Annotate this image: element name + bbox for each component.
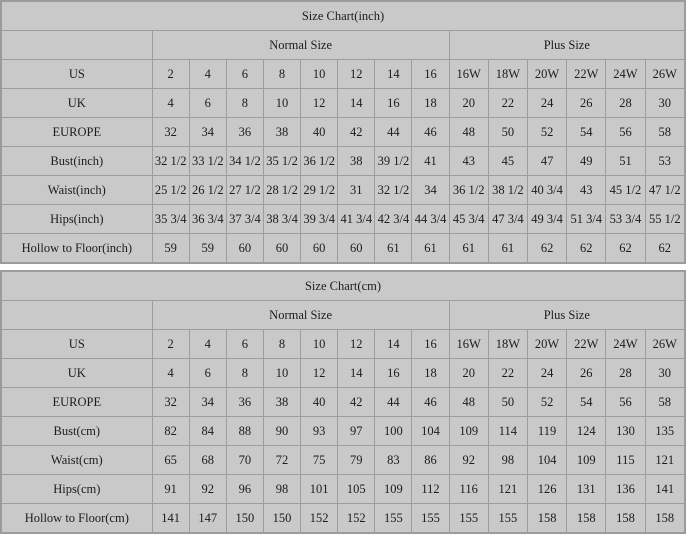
table-cell: 34 xyxy=(412,176,449,205)
table-cell: 38 xyxy=(338,147,375,176)
table-cell: 35 3/4 xyxy=(152,205,189,234)
table-cell: 44 xyxy=(375,388,412,417)
table-cell: 16W xyxy=(449,330,488,359)
table-cell: 41 xyxy=(412,147,449,176)
table-cell: 18W xyxy=(488,330,527,359)
table-cell: 38 1/2 xyxy=(488,176,527,205)
table-cell: 47 xyxy=(527,147,566,176)
row-label: EUROPE xyxy=(2,388,153,417)
table-cell: 18 xyxy=(412,89,449,118)
table-cell: 104 xyxy=(412,417,449,446)
table-cell: 126 xyxy=(527,475,566,504)
table-cell: 32 xyxy=(152,388,189,417)
table-cell: 29 1/2 xyxy=(301,176,338,205)
table-cell: 8 xyxy=(263,330,300,359)
table-cell: 16 xyxy=(375,359,412,388)
table-row xyxy=(2,475,685,504)
row-label: UK xyxy=(2,359,153,388)
table-cell: 136 xyxy=(606,475,645,504)
size-chart-block xyxy=(0,270,686,534)
table-cell: 60 xyxy=(301,234,338,263)
table-cell: 34 1/2 xyxy=(226,147,263,176)
table-cell: 46 xyxy=(412,118,449,147)
table-cell: 152 xyxy=(338,504,375,533)
table-cell: 16W xyxy=(449,60,488,89)
table-cell: 58 xyxy=(645,118,684,147)
table-cell: 48 xyxy=(449,388,488,417)
table-cell: 53 3/4 xyxy=(606,205,645,234)
table-cell: 54 xyxy=(567,388,606,417)
table-cell: 61 xyxy=(488,234,527,263)
table-cell: 12 xyxy=(338,60,375,89)
table-cell: 26 xyxy=(567,89,606,118)
table-cell: 36 1/2 xyxy=(301,147,338,176)
size-chart-table xyxy=(1,1,685,263)
chart-title-row xyxy=(2,2,685,31)
size-chart-block xyxy=(0,0,686,264)
table-cell: 32 1/2 xyxy=(375,176,412,205)
table-cell: 119 xyxy=(527,417,566,446)
table-cell: 30 xyxy=(645,359,684,388)
table-cell: 4 xyxy=(189,330,226,359)
table-cell: 130 xyxy=(606,417,645,446)
table-cell: 24W xyxy=(606,330,645,359)
table-cell: 20W xyxy=(527,330,566,359)
table-cell: 45 xyxy=(488,147,527,176)
table-cell: 158 xyxy=(567,504,606,533)
table-row xyxy=(2,330,685,359)
table-cell: 101 xyxy=(301,475,338,504)
table-cell: 62 xyxy=(527,234,566,263)
row-label: Waist(cm) xyxy=(2,446,153,475)
table-cell: 116 xyxy=(449,475,488,504)
table-cell: 4 xyxy=(152,89,189,118)
table-row xyxy=(2,176,685,205)
table-cell: 6 xyxy=(226,60,263,89)
table-cell: 24W xyxy=(606,60,645,89)
row-label: US xyxy=(2,60,153,89)
table-row xyxy=(2,205,685,234)
table-cell: 20 xyxy=(449,359,488,388)
table-cell: 24 xyxy=(527,359,566,388)
chart-group-row xyxy=(2,31,685,60)
table-cell: 155 xyxy=(375,504,412,533)
table-cell: 38 3/4 xyxy=(263,205,300,234)
table-cell: 49 3/4 xyxy=(527,205,566,234)
chart-group-row xyxy=(2,301,685,330)
table-cell: 158 xyxy=(645,504,684,533)
table-row xyxy=(2,234,685,263)
table-cell: 32 1/2 xyxy=(152,147,189,176)
table-cell: 36 xyxy=(226,118,263,147)
table-cell: 26 1/2 xyxy=(189,176,226,205)
table-cell: 10 xyxy=(263,89,300,118)
table-cell: 39 1/2 xyxy=(375,147,412,176)
table-cell: 25 1/2 xyxy=(152,176,189,205)
table-cell: 152 xyxy=(301,504,338,533)
group-header: Plus Size xyxy=(449,31,684,60)
table-row xyxy=(2,417,685,446)
table-cell: 2 xyxy=(152,330,189,359)
table-cell: 8 xyxy=(226,359,263,388)
table-cell: 92 xyxy=(189,475,226,504)
table-cell: 58 xyxy=(645,388,684,417)
table-row xyxy=(2,359,685,388)
table-cell: 26W xyxy=(645,330,684,359)
table-cell: 36 1/2 xyxy=(449,176,488,205)
table-cell: 2 xyxy=(152,60,189,89)
table-cell: 150 xyxy=(226,504,263,533)
table-cell: 109 xyxy=(567,446,606,475)
table-cell: 43 xyxy=(567,176,606,205)
table-cell: 150 xyxy=(263,504,300,533)
table-cell: 121 xyxy=(645,446,684,475)
table-cell: 55 1/2 xyxy=(645,205,684,234)
row-label: EUROPE xyxy=(2,118,153,147)
table-cell: 155 xyxy=(412,504,449,533)
table-cell: 60 xyxy=(226,234,263,263)
table-cell: 65 xyxy=(152,446,189,475)
table-cell: 51 3/4 xyxy=(567,205,606,234)
table-cell: 141 xyxy=(152,504,189,533)
table-cell: 56 xyxy=(606,118,645,147)
table-cell: 131 xyxy=(567,475,606,504)
table-cell: 90 xyxy=(263,417,300,446)
table-cell: 155 xyxy=(449,504,488,533)
table-cell: 22W xyxy=(567,330,606,359)
row-label: UK xyxy=(2,89,153,118)
table-cell: 12 xyxy=(301,359,338,388)
table-row xyxy=(2,446,685,475)
table-cell: 6 xyxy=(189,359,226,388)
table-cell: 16 xyxy=(412,60,449,89)
table-cell: 34 xyxy=(189,388,226,417)
table-cell: 50 xyxy=(488,118,527,147)
table-cell: 112 xyxy=(412,475,449,504)
table-cell: 62 xyxy=(645,234,684,263)
table-cell: 88 xyxy=(226,417,263,446)
table-cell: 109 xyxy=(449,417,488,446)
table-cell: 14 xyxy=(375,60,412,89)
table-cell: 4 xyxy=(152,359,189,388)
table-cell: 47 1/2 xyxy=(645,176,684,205)
group-header-blank xyxy=(2,301,153,330)
table-cell: 96 xyxy=(226,475,263,504)
table-cell: 115 xyxy=(606,446,645,475)
table-cell: 98 xyxy=(263,475,300,504)
table-cell: 24 xyxy=(527,89,566,118)
group-header: Normal Size xyxy=(152,301,449,330)
table-cell: 104 xyxy=(527,446,566,475)
table-row xyxy=(2,388,685,417)
table-cell: 20 xyxy=(449,89,488,118)
table-cell: 92 xyxy=(449,446,488,475)
group-header: Normal Size xyxy=(152,31,449,60)
table-cell: 4 xyxy=(189,60,226,89)
table-cell: 91 xyxy=(152,475,189,504)
table-cell: 32 xyxy=(152,118,189,147)
table-cell: 37 3/4 xyxy=(226,205,263,234)
table-cell: 10 xyxy=(301,330,338,359)
table-cell: 124 xyxy=(567,417,606,446)
table-cell: 8 xyxy=(226,89,263,118)
table-cell: 62 xyxy=(606,234,645,263)
table-cell: 98 xyxy=(488,446,527,475)
table-cell: 70 xyxy=(226,446,263,475)
table-cell: 61 xyxy=(375,234,412,263)
group-header: Plus Size xyxy=(449,301,684,330)
table-cell: 44 3/4 xyxy=(412,205,449,234)
table-cell: 59 xyxy=(152,234,189,263)
table-cell: 8 xyxy=(263,60,300,89)
table-cell: 60 xyxy=(338,234,375,263)
table-cell: 26 xyxy=(567,359,606,388)
table-cell: 42 xyxy=(338,388,375,417)
row-label: Hollow to Floor(inch) xyxy=(2,234,153,263)
table-cell: 83 xyxy=(375,446,412,475)
table-cell: 84 xyxy=(189,417,226,446)
table-cell: 61 xyxy=(412,234,449,263)
table-cell: 158 xyxy=(527,504,566,533)
table-row xyxy=(2,118,685,147)
table-cell: 28 xyxy=(606,359,645,388)
table-cell: 97 xyxy=(338,417,375,446)
table-cell: 158 xyxy=(606,504,645,533)
table-cell: 28 1/2 xyxy=(263,176,300,205)
group-header-blank xyxy=(2,31,153,60)
table-cell: 100 xyxy=(375,417,412,446)
table-cell: 16 xyxy=(375,89,412,118)
table-cell: 147 xyxy=(189,504,226,533)
table-cell: 38 xyxy=(263,118,300,147)
table-cell: 16 xyxy=(412,330,449,359)
table-cell: 56 xyxy=(606,388,645,417)
table-cell: 36 xyxy=(226,388,263,417)
row-label: Bust(cm) xyxy=(2,417,153,446)
table-cell: 22 xyxy=(488,359,527,388)
table-cell: 52 xyxy=(527,118,566,147)
table-cell: 38 xyxy=(263,388,300,417)
table-row xyxy=(2,89,685,118)
table-cell: 18 xyxy=(412,359,449,388)
table-cell: 86 xyxy=(412,446,449,475)
table-cell: 41 3/4 xyxy=(338,205,375,234)
table-cell: 22 xyxy=(488,89,527,118)
table-cell: 12 xyxy=(301,89,338,118)
table-cell: 31 xyxy=(338,176,375,205)
chart-title-row xyxy=(2,272,685,301)
table-cell: 52 xyxy=(527,388,566,417)
table-cell: 18W xyxy=(488,60,527,89)
table-cell: 39 3/4 xyxy=(301,205,338,234)
table-cell: 27 1/2 xyxy=(226,176,263,205)
table-cell: 20W xyxy=(527,60,566,89)
table-cell: 60 xyxy=(263,234,300,263)
table-cell: 141 xyxy=(645,475,684,504)
table-cell: 40 xyxy=(301,118,338,147)
table-cell: 40 xyxy=(301,388,338,417)
table-cell: 72 xyxy=(263,446,300,475)
table-cell: 22W xyxy=(567,60,606,89)
table-cell: 53 xyxy=(645,147,684,176)
table-cell: 42 3/4 xyxy=(375,205,412,234)
table-cell: 68 xyxy=(189,446,226,475)
table-cell: 35 1/2 xyxy=(263,147,300,176)
table-cell: 28 xyxy=(606,89,645,118)
table-cell: 79 xyxy=(338,446,375,475)
chart-title: Size Chart(cm) xyxy=(2,272,685,301)
table-row xyxy=(2,60,685,89)
row-label: Bust(inch) xyxy=(2,147,153,176)
row-label: Waist(inch) xyxy=(2,176,153,205)
table-cell: 14 xyxy=(338,89,375,118)
table-cell: 54 xyxy=(567,118,606,147)
table-cell: 48 xyxy=(449,118,488,147)
table-cell: 49 xyxy=(567,147,606,176)
table-cell: 10 xyxy=(301,60,338,89)
table-cell: 14 xyxy=(375,330,412,359)
table-cell: 114 xyxy=(488,417,527,446)
table-cell: 50 xyxy=(488,388,527,417)
table-cell: 62 xyxy=(567,234,606,263)
table-cell: 135 xyxy=(645,417,684,446)
table-cell: 45 1/2 xyxy=(606,176,645,205)
table-cell: 14 xyxy=(338,359,375,388)
table-cell: 155 xyxy=(488,504,527,533)
row-label: Hips(cm) xyxy=(2,475,153,504)
table-cell: 82 xyxy=(152,417,189,446)
table-cell: 6 xyxy=(189,89,226,118)
table-row xyxy=(2,504,685,533)
table-cell: 51 xyxy=(606,147,645,176)
table-cell: 42 xyxy=(338,118,375,147)
table-cell: 59 xyxy=(189,234,226,263)
size-chart-table xyxy=(1,271,685,533)
table-cell: 34 xyxy=(189,118,226,147)
table-cell: 61 xyxy=(449,234,488,263)
row-label: Hips(inch) xyxy=(2,205,153,234)
table-cell: 33 1/2 xyxy=(189,147,226,176)
table-cell: 75 xyxy=(301,446,338,475)
table-cell: 47 3/4 xyxy=(488,205,527,234)
table-cell: 40 3/4 xyxy=(527,176,566,205)
chart-title: Size Chart(inch) xyxy=(2,2,685,31)
table-cell: 6 xyxy=(226,330,263,359)
table-cell: 26W xyxy=(645,60,684,89)
table-row xyxy=(2,147,685,176)
table-cell: 46 xyxy=(412,388,449,417)
table-cell: 36 3/4 xyxy=(189,205,226,234)
table-cell: 44 xyxy=(375,118,412,147)
table-cell: 121 xyxy=(488,475,527,504)
table-cell: 93 xyxy=(301,417,338,446)
table-cell: 43 xyxy=(449,147,488,176)
table-cell: 30 xyxy=(645,89,684,118)
table-cell: 10 xyxy=(263,359,300,388)
row-label: US xyxy=(2,330,153,359)
table-cell: 109 xyxy=(375,475,412,504)
row-label: Hollow to Floor(cm) xyxy=(2,504,153,533)
table-cell: 45 3/4 xyxy=(449,205,488,234)
table-cell: 105 xyxy=(338,475,375,504)
table-cell: 12 xyxy=(338,330,375,359)
